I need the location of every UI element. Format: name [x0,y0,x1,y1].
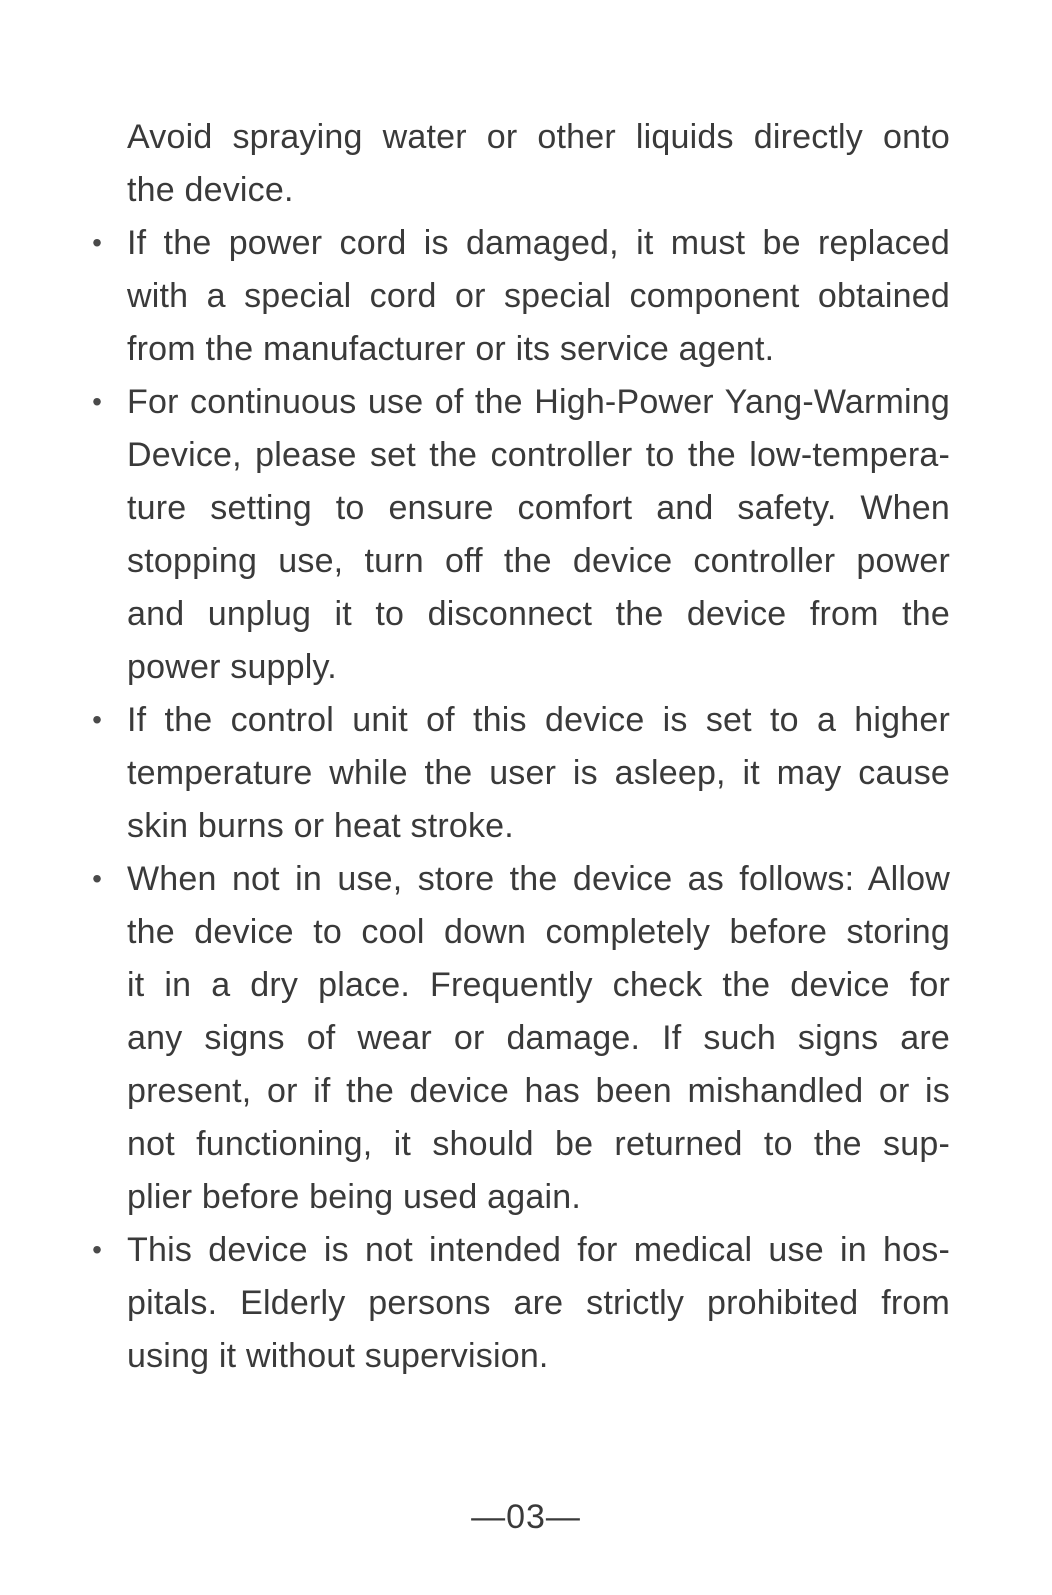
text-line: skin burns or heat stroke. [127,807,514,845]
text-line: If the control unit of this device is set to a higher [127,701,950,739]
text-line: When not in use, store the device as follows: Allow [127,860,950,898]
text-line: present, or if the device has been mishandled or is [127,1072,950,1110]
text-line: any signs of wear or damage. If such signs are [127,1019,950,1057]
bullet-marker: • [92,386,102,417]
text-line: ture setting to ensure comfort and safety. When [127,489,950,527]
text-line: plier before being used again. [127,1178,581,1216]
text-line: using it without supervision. [127,1337,549,1375]
bullet-marker: • [92,227,102,258]
bullet-marker: • [92,704,102,735]
text-line: stopping use, turn off the device controller power [127,542,950,580]
text-line: the device to cool down completely before storing [127,913,950,951]
text-line: it in a dry place. Frequently check the device for [127,966,950,1004]
text-line: and unplug it to disconnect the device from the [127,595,950,633]
text-line: temperature while the user is asleep, it may cause [127,754,950,792]
bullet-marker: • [92,863,102,894]
text-line: Avoid spraying water or other liquids directly onto [127,118,950,156]
text-line: This device is not intended for medical use in hos- [127,1231,950,1269]
text-line: not functioning, it should be returned to the sup- [127,1125,950,1163]
text-line: from the manufacturer or its service agent. [127,330,775,368]
text-line: power supply. [127,648,337,686]
text-line: If the power cord is damaged, it must be replaced [127,224,950,262]
text-line: For continuous use of the High-Power Yang-Warming [127,383,950,421]
text-line: with a special cord or special component obtained [127,277,950,315]
text-line: pitals. Elderly persons are strictly prohibited from [127,1284,950,1322]
text-line: the device. [127,171,294,209]
text-line: Device, please set the controller to the low-tempera- [127,436,950,474]
page-number: —03— [471,1498,581,1536]
bullet-marker: • [92,1234,102,1265]
